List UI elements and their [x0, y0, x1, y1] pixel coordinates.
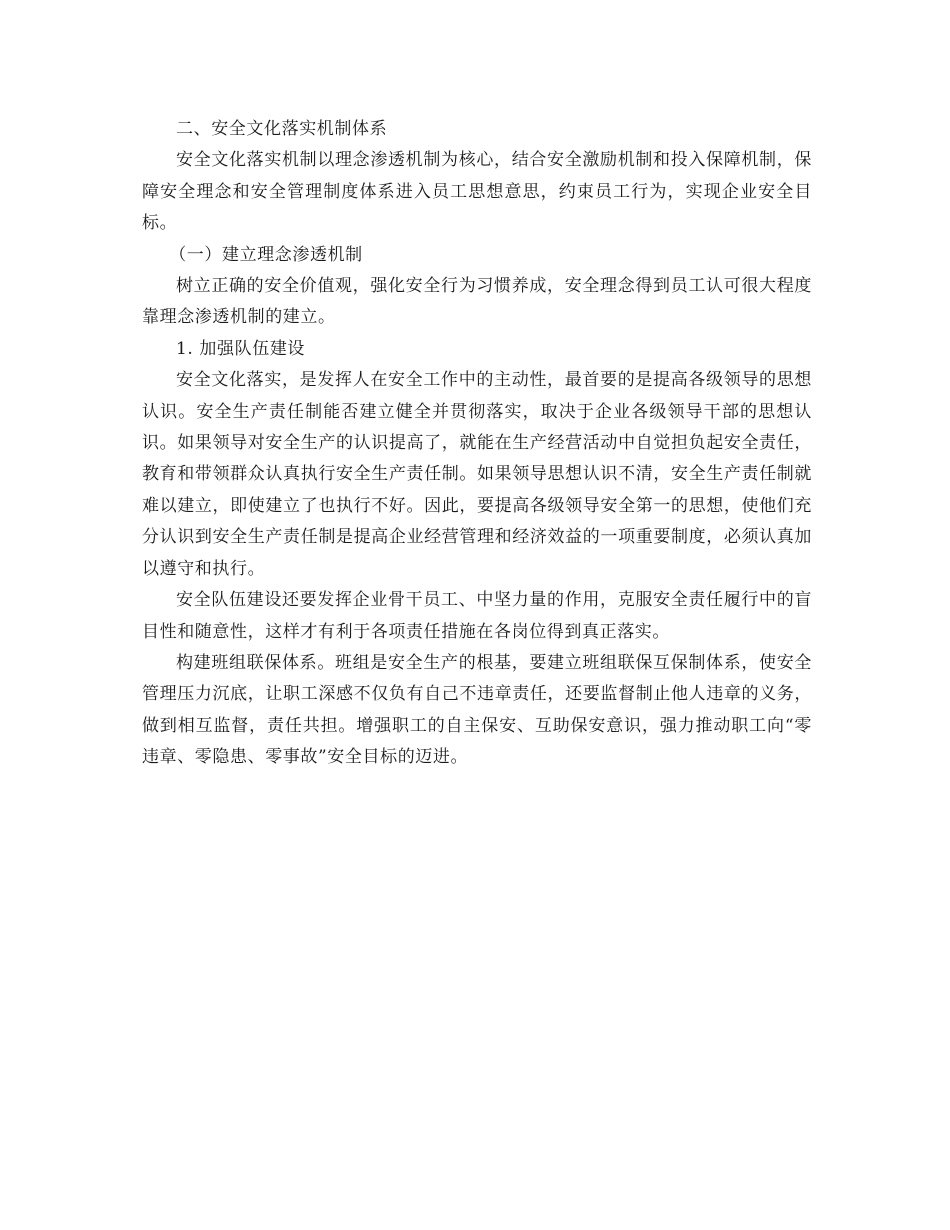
body-paragraph: 构建班组联保体系。班组是安全生产的根基，要建立班组联保互保制体系，使安全管理压力沉底，让职工深感不仅负有自己不违章责任，还要监督制止他人违章的义务，做到相互监督，责任共担。增强职工的自主保安、互助保安意识，强力推动职工向“零违章、零隐患、零事故”安全目标的迈进。 [142, 652, 812, 768]
body-paragraph: 安全队伍建设还要发挥企业骨干员工、中坚力量的作用，克服安全责任履行中的盲目性和随意性，这样才有利于各项责任措施在各岗位得到真正落实。 [142, 590, 812, 642]
document-body [142, 114, 812, 774]
body-paragraph: 安全文化落实，是发挥人在安全工作中的主动性，最首要的是提高各级领导的思想认识。安全生产责任制能否建立健全并贯彻落实，取决于企业各级领导干部的思想认识。如果领导对安全生产的认识提高了，就能在生产经营活动中自觉担负起安全责任，教育和带领群众认真执行安全生产责任制。如果领导思想认识不清，安全生产责任制就难以建立，即使建立了也执行不好。因此，要提高各级领导安全第一的思想，使他们充分认识到安全生产责任制是提高企业经营管理和经济效益的一项重要制度，必须认真加以遵守和执行。 [142, 370, 812, 579]
item-title: 1. 加强队伍建设 [176, 338, 306, 359]
intro-paragraph: 安全文化落实机制以理念渗透机制为核心，结合安全激励机制和投入保障机制，保障安全理念和安全管理制度体系进入员工思想意思，约束员工行为，实现企业安全目标。 [142, 150, 812, 234]
section-title: 二、安全文化落实机制体系 [176, 119, 388, 139]
subsection-title: （一）建立理念渗透机制 [169, 244, 363, 265]
subsection-paragraph: 树立正确的安全价值观，强化安全行为习惯养成，安全理念得到员工认可很大程度靠理念渗透机制的建立。 [142, 276, 812, 328]
